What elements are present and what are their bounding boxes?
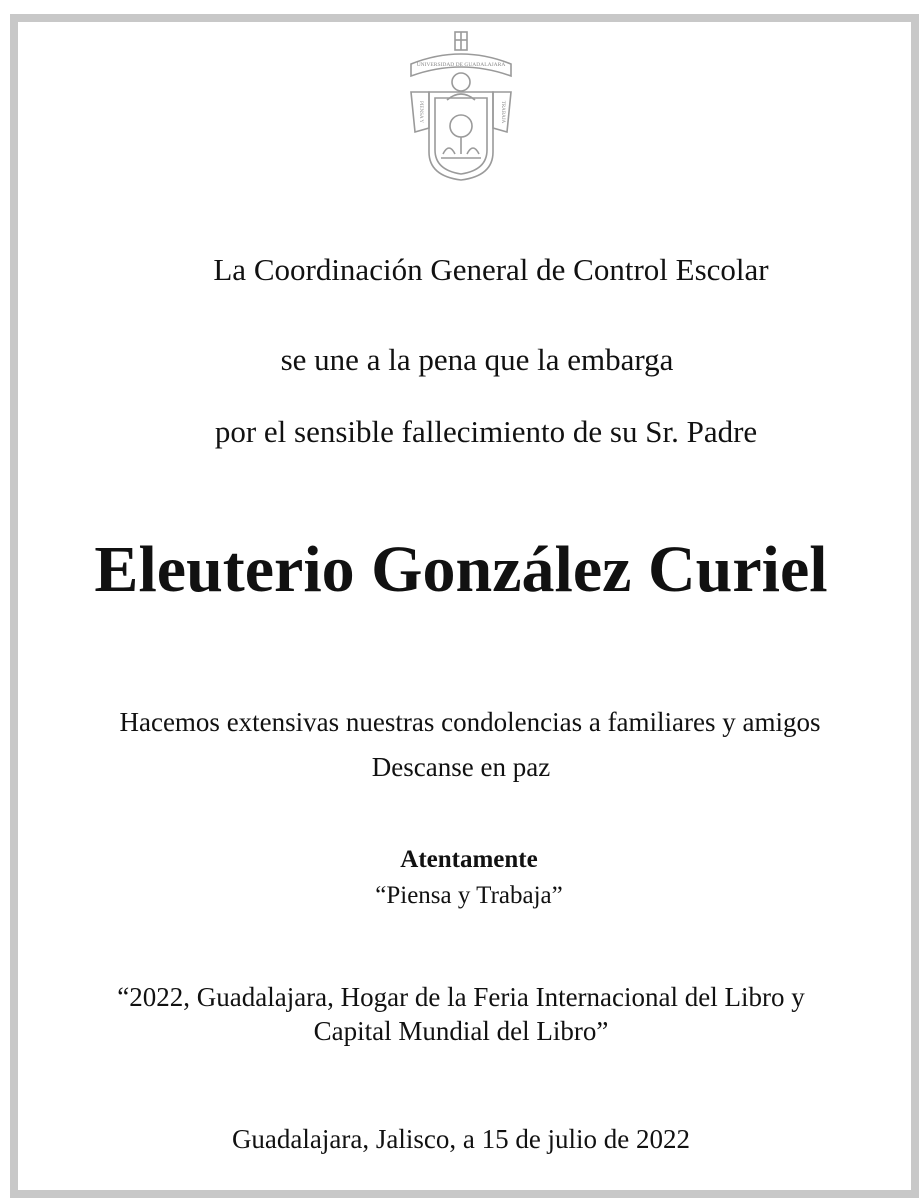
slogan-line-2: Capital Mundial del Libro” [313, 1016, 609, 1046]
motto-line: “Piensa y Trabaja” [375, 882, 563, 909]
sympathy-line: se une a la pena que la embarga [280, 342, 674, 377]
seal-right-banner-text: TRABAJA [500, 100, 505, 124]
closing-heading: Atentamente [400, 846, 538, 873]
reason-line: por el sensible fallecimiento de su Sr. Padre [214, 414, 758, 449]
slogan-line-1: “2022, Guadalajara, Hogar de la Feria Internacional del Libro y [117, 982, 805, 1012]
seal-band-text: UNIVERSIDAD DE GUADALAJARA [416, 62, 506, 68]
place-date-line: Guadalajara, Jalisco, a 15 de julio de 2022 [231, 1124, 691, 1154]
university-seal-logo [405, 30, 517, 184]
issuer-line: La Coordinación General de Control Escolar [213, 252, 769, 287]
condolences-line: Hacemos extensivas nuestras condolencias a familiares y amigos [119, 707, 821, 737]
seal-left-banner-text: PIENSA Y [418, 101, 423, 123]
rest-in-peace-line: Descanse en paz [371, 752, 551, 782]
deceased-name: Eleuterio González Curiel [94, 533, 828, 606]
